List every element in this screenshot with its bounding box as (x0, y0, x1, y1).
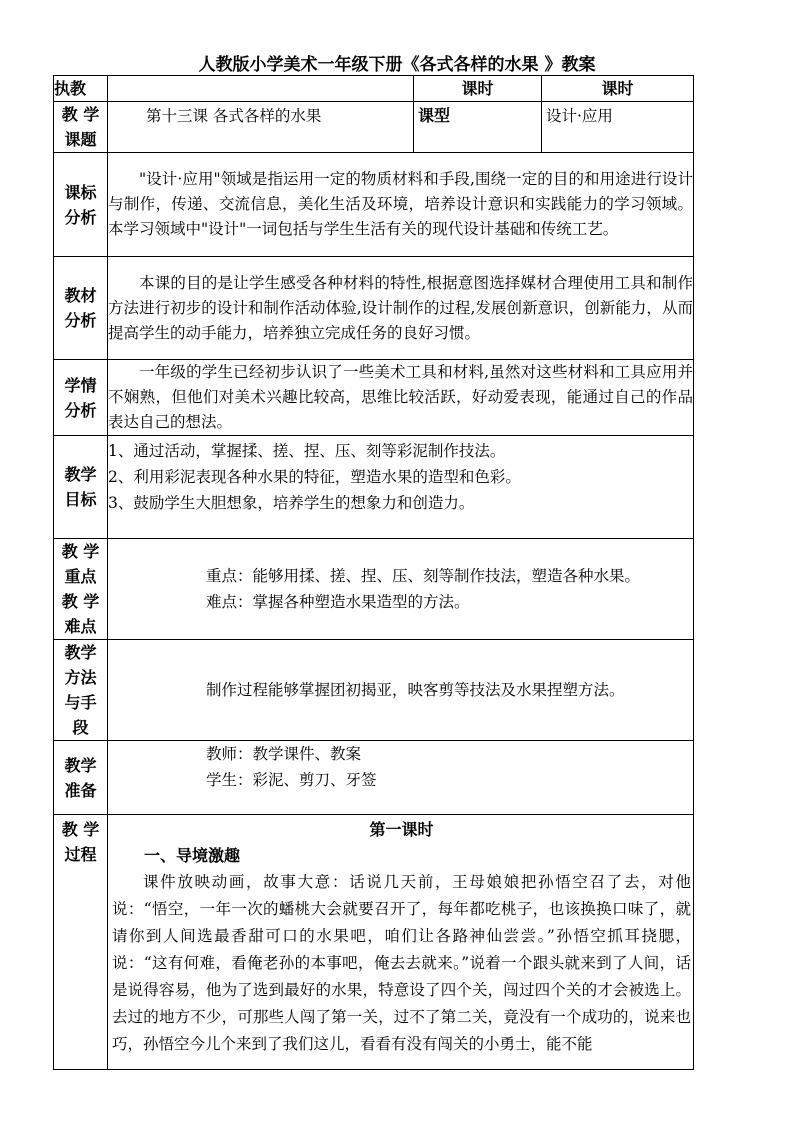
process-text: 课件放映动画，故事大意：话说几天前，王母娘娘把孙悟空召了去，对他说：“悟空，一年一次的蟠桃大会就要召开了，每年都吃桃子，也该换换口味了，就请你到人间选最香甜可口的水果吧，咱们让各路神仙尝尝。”孙悟空抓耳挠腮，说：“这有何难，看俺老孙的本事吧，俺去去就来。”说着一个跟头就来到了人间，话是说得容易，他为了选到最好的水果，特意设了四个关，闯过四个关的才会被选上。去过的地方不少，可那些人闯了第一关，过不了第二关，竟没有一个成功的，说来也巧，孙悟空今儿个来到了我们这儿，看看有没有闯关的小勇士，能不能 (112, 873, 691, 1053)
section-heading: 一、导境激趣 (144, 846, 241, 865)
prep-list (108, 741, 694, 815)
process-row (54, 815, 694, 1070)
process-content (108, 815, 694, 1070)
standards-row (54, 153, 694, 257)
lesson-plan-table (53, 75, 694, 1070)
period-label-1: 课时 (414, 76, 542, 102)
materials-label: 教材 分析 (54, 257, 108, 360)
materials-text: 本课的目的是让学生感受各种材料的特性,根据意图选择媒材合理使用工具和制作方法进行初步的设计和制作活动体验,设计制作的过程,发展创新意识，创新能力，从而提高学生的动手能力，培养独立完成任务的良好习惯。 (108, 257, 694, 360)
goals-label: 教学 目标 (54, 436, 108, 539)
prep-label: 教学 准备 (54, 741, 108, 815)
prep-item: 学生：彩泥、剪刀、牙签 (206, 771, 377, 789)
keypoints-row (54, 539, 694, 640)
goal-item: 3、鼓励学生大胆想象，培养学生的想象力和创造力。 (108, 494, 475, 512)
goal-item: 2、利用彩泥表现各种水果的特征，塑造水果的造型和色彩。 (108, 468, 521, 486)
teacher-label: 执教 (54, 76, 108, 102)
goals-list (108, 436, 694, 539)
methods-row (54, 640, 694, 741)
type-label: 课型 (414, 102, 542, 153)
methods-label: 教学 方法 与手 段 (54, 640, 108, 741)
keypoint-item: 重点：能够用揉、搓、捏、压、刻等制作技法，塑造各种水果。 (206, 567, 641, 585)
keypoints-list (108, 539, 694, 640)
materials-row (54, 257, 694, 360)
topic-row (54, 102, 694, 153)
prep-row (54, 741, 694, 815)
teacher-value (108, 76, 414, 102)
period-heading: 第一课时 (369, 820, 434, 839)
keypoint-item: 难点：掌握各种塑造水果造型的方法。 (206, 593, 470, 611)
students-row (54, 360, 694, 436)
page-title: 人教版小学美术一年级下册《各式各样的水果 》教案 (198, 55, 596, 75)
students-text: 一年级的学生已经初步认识了一些美术工具和材料,虽然对这些材料和工具应用并不娴熟，但他们对美术兴趣比较高，思维比较活跃，好动爱表现，能通过自己的作品表达自己的想法。 (108, 360, 694, 436)
goals-row (54, 436, 694, 539)
period-label-2: 课时 (542, 76, 694, 102)
prep-item: 教师：教学课件、教案 (206, 745, 362, 763)
students-label: 学情 分析 (54, 360, 108, 436)
methods-text: 制作过程能够掌握团初揭亚，映客剪等技法及水果捏塑方法。 (108, 640, 694, 741)
standards-text: "设计·应用"领域是指运用一定的物质材料和手段,围绕一定的目的和用途进行设计与制作，传递、交流信息，美化生活及环境，培养设计意识和实践能力的学习领域。本学习领域中"设计"一词包括与学生生活有关的现代设计基础和传统工艺。 (108, 153, 694, 257)
header-row (54, 76, 694, 102)
process-label: 教 学 过程 (54, 815, 108, 1070)
goal-item: 1、通过活动，掌握揉、搓、捏、压、刻等彩泥制作技法。 (108, 442, 506, 460)
topic-label: 教 学 课题 (54, 102, 108, 153)
type-value: 设计·应用 (542, 102, 694, 153)
keypoints-label: 教 学 重点 教 学 难点 (54, 539, 108, 640)
standards-label: 课标 分析 (54, 153, 108, 257)
topic-value: 第十三课 各式各样的水果 (108, 102, 414, 153)
